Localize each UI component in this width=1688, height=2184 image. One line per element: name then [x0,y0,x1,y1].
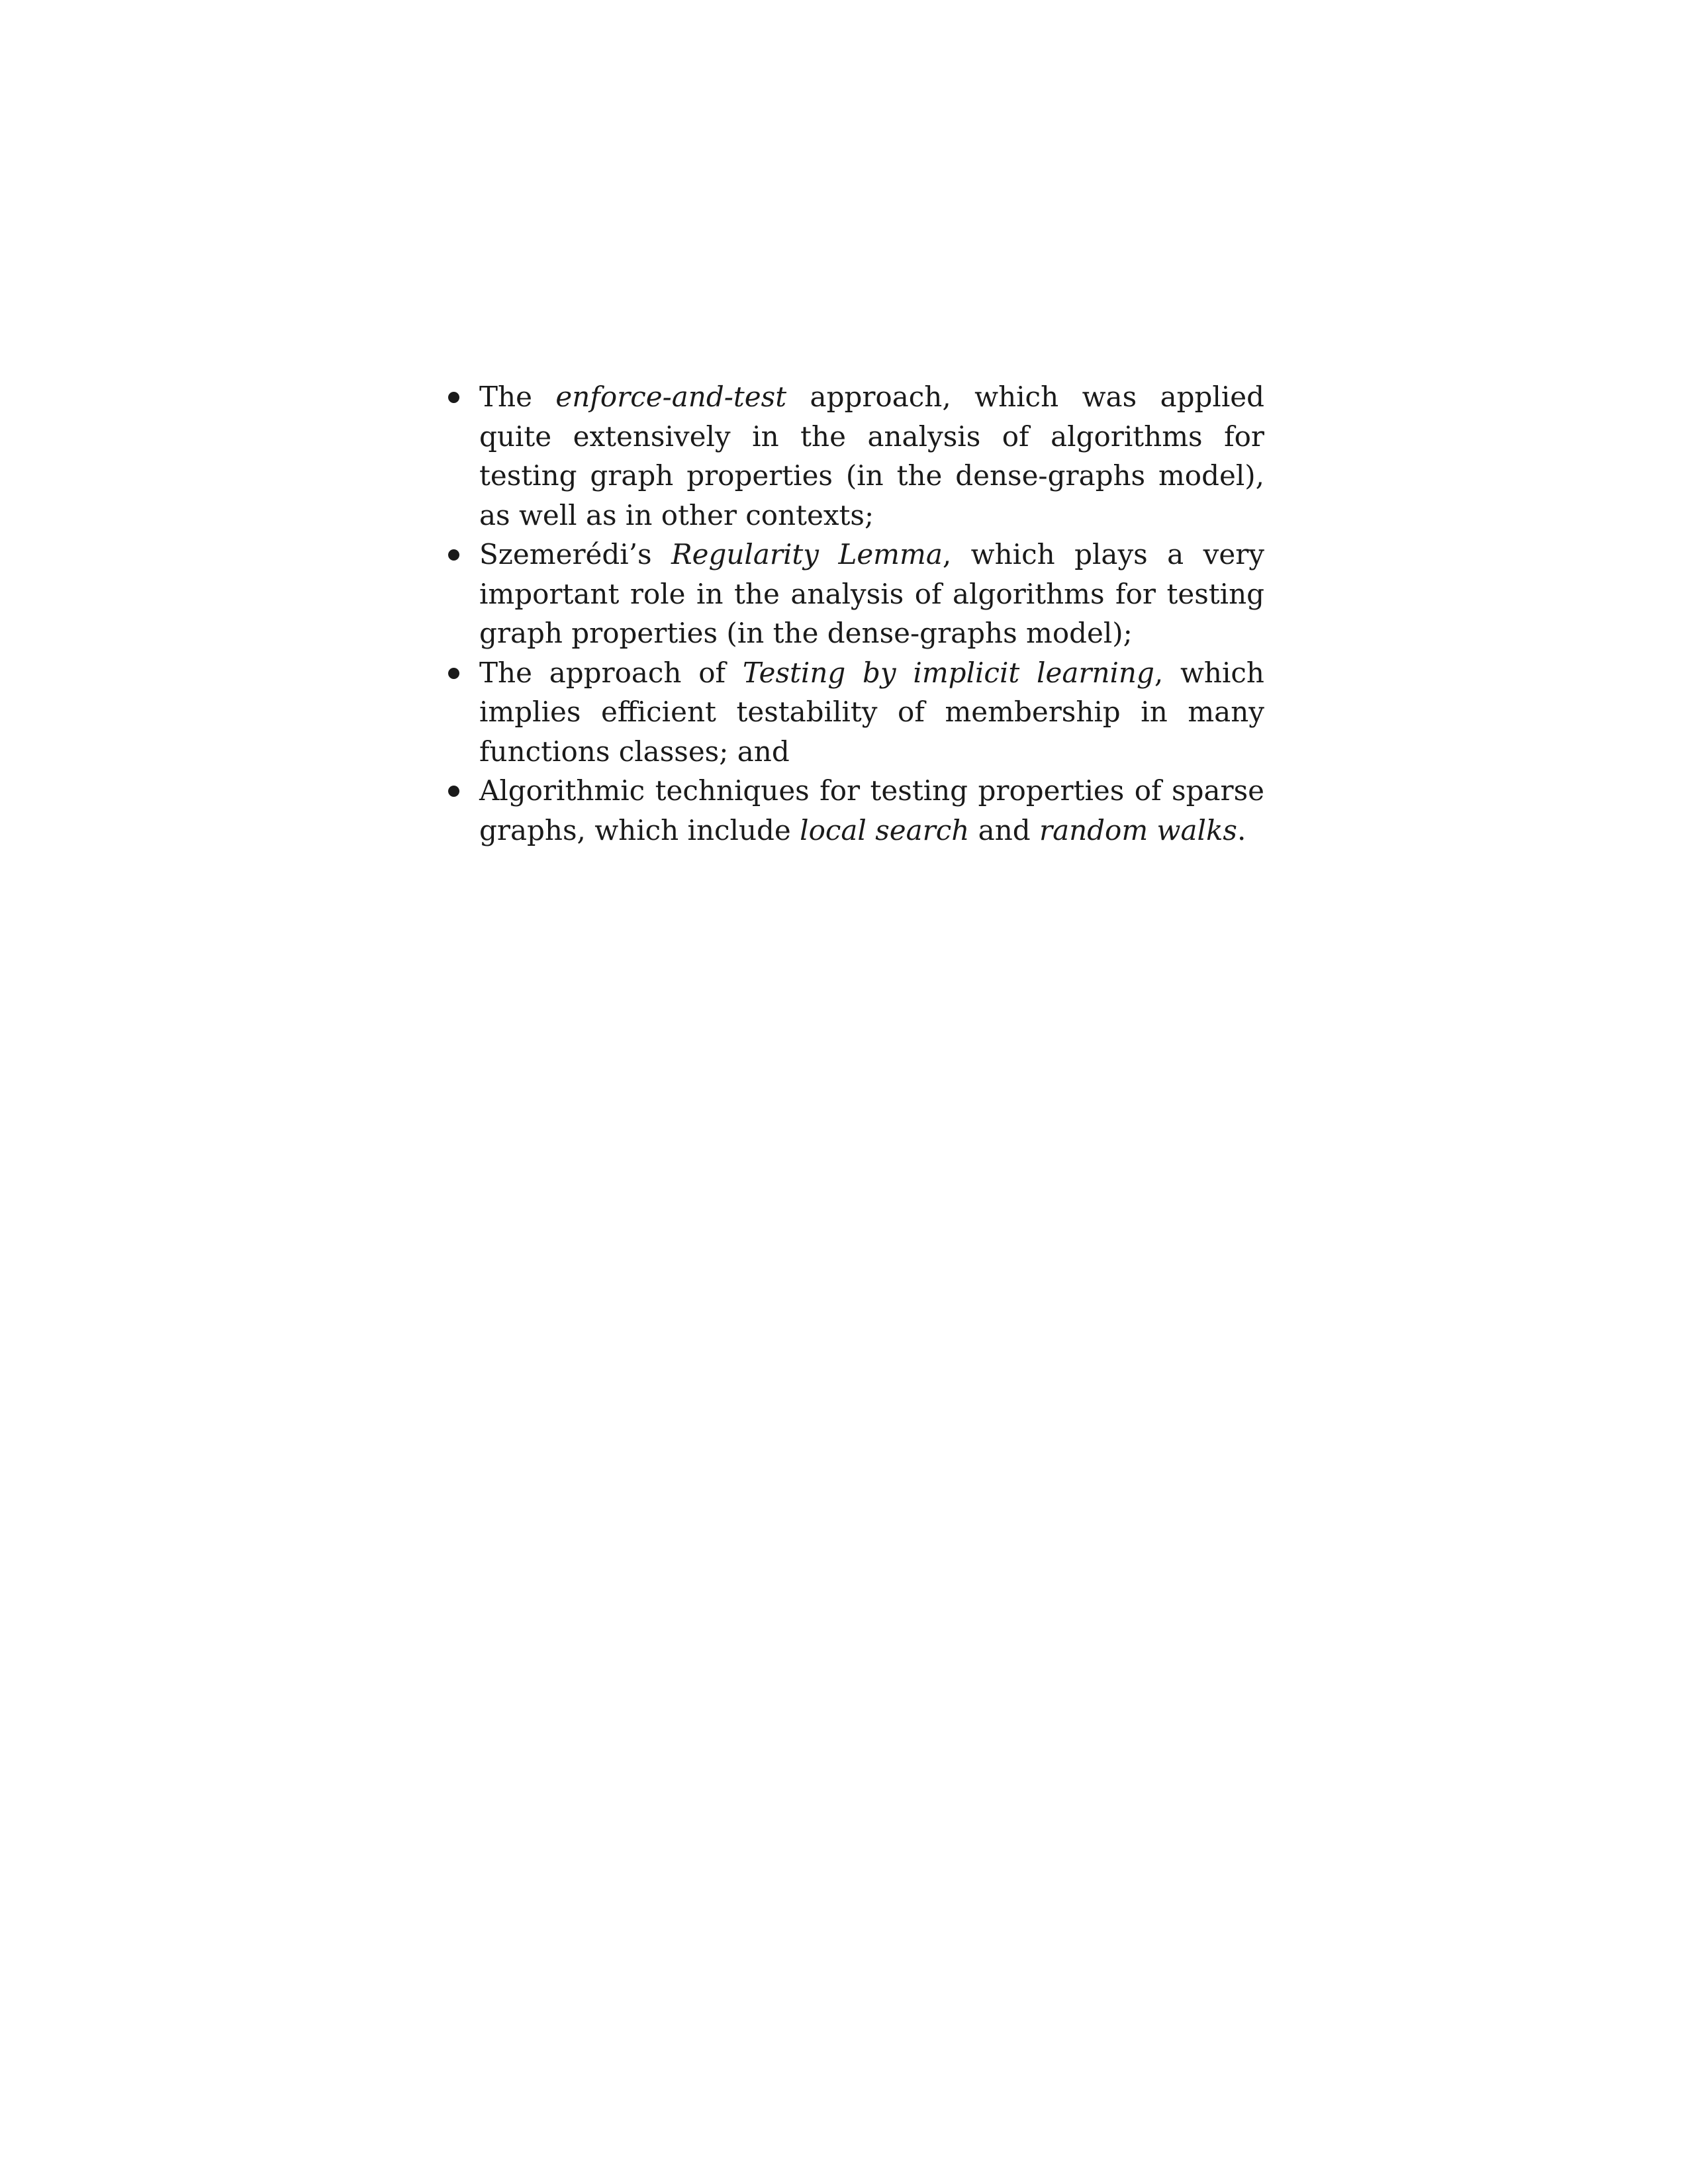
text-segment: , which plays a very important role in the analysis of algorithms for testing graph properties (in the dense-graphs model); [479,538,1264,649]
text-segment: approach, which was applied quite extensively in the analysis of algorithms for testing graph properties (in the dense-graphs model), as well as in other contexts; [479,381,1264,531]
italic-term: Testing by implicit learning [742,656,1154,689]
bullet-icon [448,786,459,797]
italic-term: random walks [1039,813,1237,846]
bullet-icon [448,392,459,403]
text-segment: Algorithmic techniques for testing properties of sparse graphs, which include [479,774,1264,846]
list-item [444,653,1264,772]
text-segment: , which implies efficient testability of membership in many functions classes; and [479,656,1264,768]
bullet-list [444,377,1264,850]
text-segment: . [1237,813,1246,846]
list-item-text [479,538,1264,649]
text-segment: Szemerédi’s [479,538,672,570]
text-segment: The approach of [479,656,743,689]
list-item [444,377,1264,535]
bullet-icon [448,668,459,679]
list-item-text [479,657,1264,768]
list-item-text [479,381,1264,531]
italic-term: local search [800,813,970,846]
list-item [444,771,1264,850]
italic-term: Regularity Lemma [671,538,943,570]
list-item-text [479,774,1264,846]
list-item [444,535,1264,653]
bullet-icon [448,549,459,561]
text-segment: and [969,813,1039,846]
text-segment: The [479,381,556,413]
page-content [444,377,1264,850]
italic-term: enforce-and-test [555,381,787,413]
